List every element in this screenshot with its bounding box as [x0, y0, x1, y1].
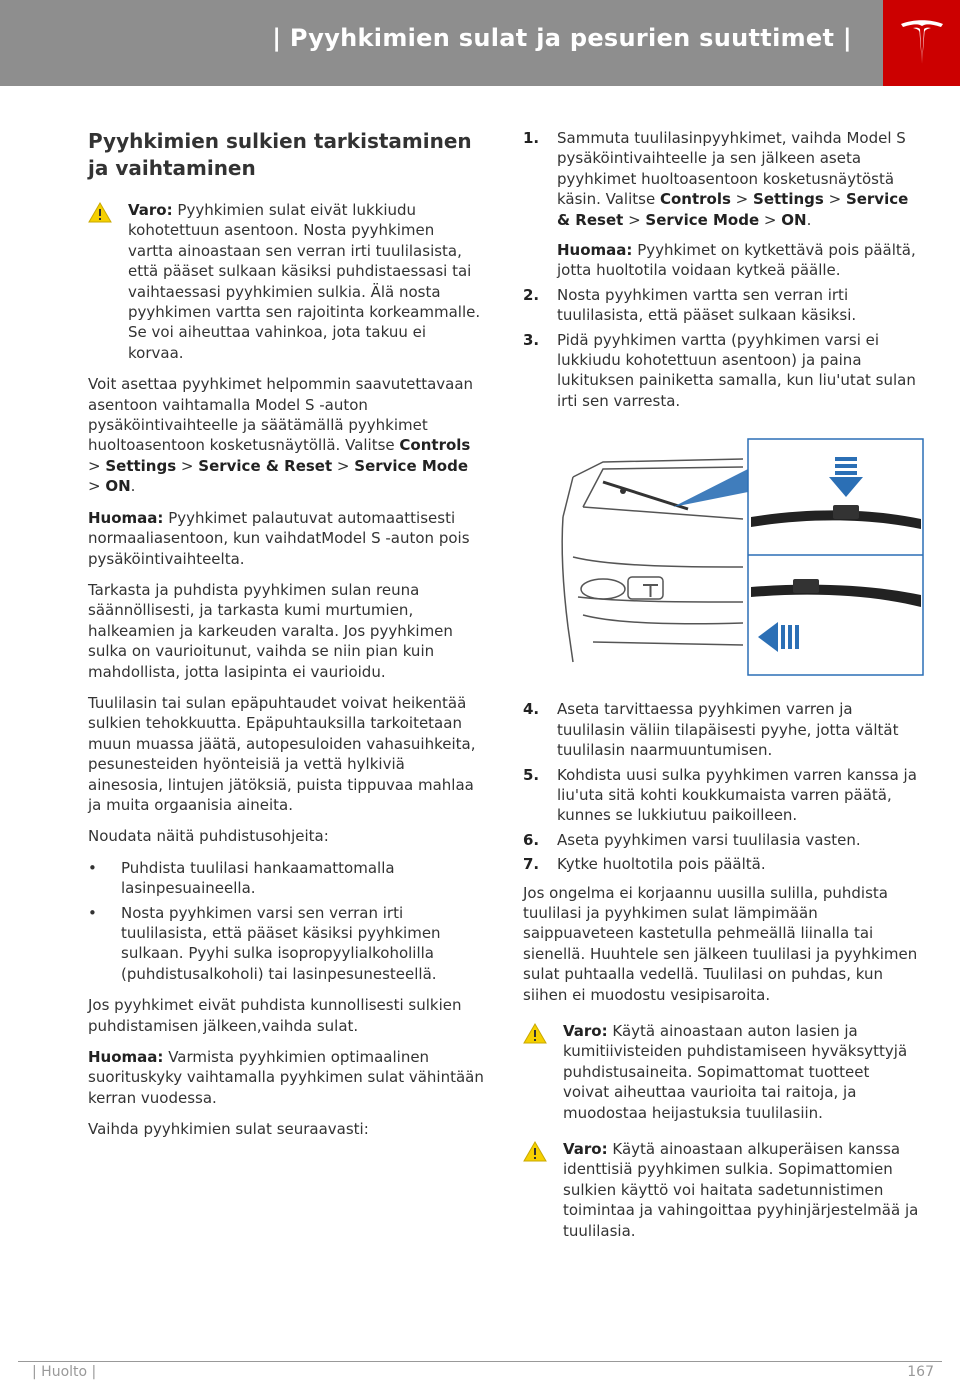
replace-paragraph: Jos pyyhkimet eivät puhdista kunnollisesti sulkien puhdistamisen jälkeen,vaihda sulat. — [88, 996, 462, 1035]
warning-triangle-icon — [523, 1023, 547, 1044]
step-item: 5. Kohdista uusi sulka pyyhkimen varren kanssa ja liu'uta sitä kohti koukkumaista varren päätä, kunnes se lukkiutuu paikoilleen. — [523, 765, 917, 825]
list-item: • Puhdista tuulilasi hankaamattomalla lasinpesuaineella. — [88, 858, 395, 898]
wiper-illustration — [533, 437, 925, 677]
page-header-title: | Pyyhkimien sulat ja pesurien suuttimet | — [272, 24, 852, 52]
note-paragraph: Huomaa: Pyyhkimet palautuvat automaattisesti normaaliasentoon, kun vaihdatModel S -auton pois pysäköintivaihteelta. — [88, 508, 470, 568]
cleaning-intro-paragraph: Noudata näitä puhdistusohjeita: — [88, 827, 329, 846]
caution-text: Pyyhkimien sulat eivät lukkiudu kohotettuun asentoon. Nosta pyyhkimen vartta ainoastaan sen verran irti tuulilasista, että pääset sulkaan käsiksi puhdistaessasi tai vaihtaessasi pyyhkimien sulkia. Älä nosta pyyhkimen vartta sen rajoitinta korkeammalle. Se voi aiheuttaa vahinkoa, jota takuu ei korvaa. — [128, 201, 481, 362]
step-item: 7. Kytke huoltotila pois päältä. — [523, 855, 766, 874]
section-heading: Pyyhkimien sulkien tarkistaminen ja vaihtaminen — [88, 129, 472, 180]
caution-box: Varo: Käytä ainoastaan auton lasien ja kumitiivisteiden puhdistamiseen hyväksyttyjä puhdistusaineita. Sopimattomat tuotteet voivat aiheuttaa vaurioita tai raitoja, ja muodostaa heijastuksia tuulilasiin. — [523, 1021, 919, 1123]
caution-box — [88, 200, 484, 363]
step-item: 2. Nosta pyyhkimen vartta sen verran irti tuulilasista, että pääset sulkaan käsiksi. — [523, 285, 857, 325]
steps-list — [523, 128, 919, 411]
list-item: • Nosta pyyhkimen varsi sen verran irti tuulilasista, että pääset käsiksi pyyhkimen sulkaan. Pyyhi sulka isopropyylialkoholilla (puhdistusalkoholi) tai lasinpesunesteellä. — [88, 903, 441, 983]
left-column — [88, 128, 484, 1151]
cleaning-list — [88, 858, 484, 984]
page-number: 167 — [907, 1364, 934, 1380]
footer-section: | Huolto | — [32, 1364, 97, 1380]
warning-triangle-icon — [88, 202, 112, 223]
step-item: 1. Sammuta tuulilasinpyyhkimet, vaihda Model S pysäköintivaihteelle ja sen jälkeen aseta pyyhkimet huoltoasentoon kosketusnäytöstä käsin. Valitse Controls > Settings > Service & Reset > Service Mode > ON. Huomaa: Pyyhkimet on kytkettävä pois päältä, jotta huoltotila voidaan kytkeä päälle. — [523, 129, 916, 280]
note-paragraph-2: Huomaa: Varmista pyyhkimien optimaalinen suorituskyky vaihtamalla pyyhkimen sulat vähintään kerran vuodessa. — [88, 1048, 484, 1107]
contaminants-paragraph: Tuulilasin tai sulan epäpuhtaudet voivat heikentää sulkien tehokkuutta. Epäpuhtauksilla tarkoitetaan muun muassa jäätä, autopesuloiden vahasuihkeita, pesunesteiden hyönteisiä ja vettä hylkiviä ainesosia, lintujen jätöksiä, puista tippuvaa mahlaa ja muita orgaanisia aineita. — [88, 693, 476, 814]
brand-logo — [883, 0, 960, 86]
footer-divider — [18, 1361, 942, 1362]
step-item: 3. Pidä pyyhkimen vartta (pyyhkimen varsi ei lukkiudu kohotettuun asentoon) ja paina lukituksen painiketta samalla, kun liu'utat sulan irti sen varresta. — [523, 330, 916, 410]
right-column — [523, 128, 919, 1252]
caution-label: Varo: — [128, 201, 173, 219]
service-mode-paragraph: Voit asettaa pyyhkimet helpommin saavutettavaan asentoon vaihtamalla Model S -auton pysäköintivaihteelle ja säätämällä pyyhkimet huoltoasentoon kosketusnäytöllä. Valitse Controls > Settings > Service & Reset > Service Mode > ON. — [88, 375, 474, 496]
caution-box: Varo: Käytä ainoastaan alkuperäisen kanssa identtisiä pyyhkimen sulkia. Sopimattomien sulkien käyttö voi haitata sadetunnistimen toimintaa ja vahingoittaa pyyhinjärjestelmää ja tuulilasia. — [523, 1139, 919, 1241]
inspect-paragraph: Tarkasta ja puhdista pyyhkimen sulan reuna säännöllisesti, ja tarkasta kumi murtumien, halkeamien ja karkeuden varalta. Jos pyyhkimen sulka on vaurioitunut, vaihda se niin pian kuin mahdollista, jotta lasipinta ei vaurioidu. — [88, 580, 453, 681]
warning-triangle-icon — [523, 1141, 547, 1162]
troubleshoot-paragraph: Jos ongelma ei korjaannu uusilla sulilla, puhdista tuulilasi ja pyyhkimen sulat lämpimään saippuaveteen kastetulla pehmeällä liinalla tai sienellä. Huuhtele sen jälkeen tuulilasi ja pyyhkimen sulat puhtaalla vedellä. Tuulilasi on puhdas, kun siihen ei muodostu vesipisaroita. — [523, 883, 918, 1004]
replace-intro-paragraph: Vaihda pyyhkimien sulat seuraavasti: — [88, 1120, 369, 1139]
step-item: 6. Aseta pyyhkimen varsi tuulilasia vasten. — [523, 830, 861, 849]
step-item: 4. Aseta tarvittaessa pyyhkimen varren ja tuulilasin väliin tilapäisesti pyyhe, jotta vältät tuulilasin naarmuuntumisen. — [523, 700, 899, 760]
steps-list-continued — [523, 699, 919, 874]
tesla-logo-icon — [899, 18, 945, 68]
